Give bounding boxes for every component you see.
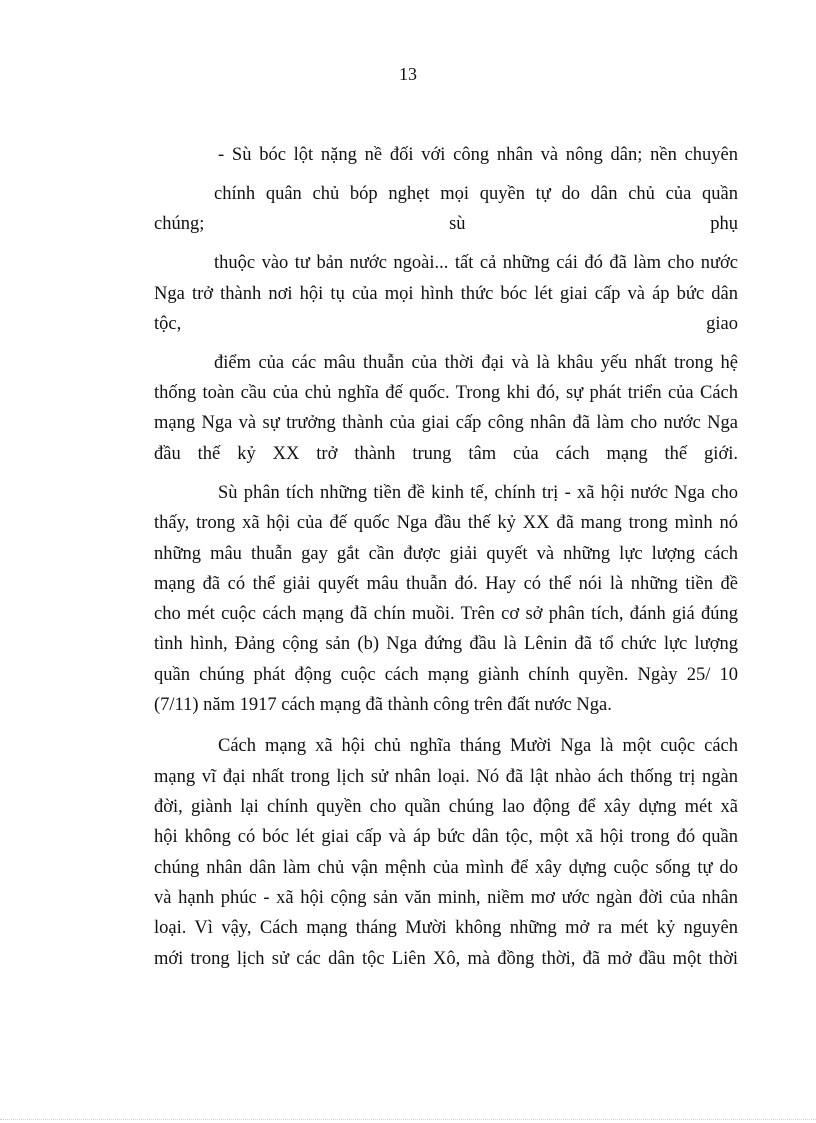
text-line: Nga trở thành nơi hội tụ của mọi hình thức bóc lét giai cấp và áp bức dân	[154, 284, 738, 304]
text-line	[154, 214, 738, 235]
text-line: quần chúng phát động cuộc cách mạng giành chính quyền. Ngày 25/ 10	[154, 665, 738, 685]
text-line: loại. Vì vậy, Cách mạng tháng Mười không những mở ra mét kỷ nguyên	[154, 918, 738, 938]
text-word: sù	[449, 214, 466, 234]
text-line: chính quân chủ bóp nghẹt mọi quyền tự do dân chủ của quần	[214, 184, 738, 204]
text-line: mạng đã có thể giải quyết mâu thuẫn đó. Hay có thể nói là những tiền đề	[154, 574, 738, 594]
page-bottom-rule	[0, 1119, 816, 1120]
text-line: (7/11) năm 1917 cách mạng đã thành công trên đất nước Nga.	[154, 695, 612, 715]
text-line: đời, giành lại chính quyền cho quần chúng lao động để xây dựng mét xã	[154, 797, 738, 817]
text-line	[154, 314, 738, 335]
text-line: những mâu thuẫn gay gắt cần được giải quyết và những lực lượng cách	[154, 544, 738, 564]
text-word: tộc,	[154, 314, 182, 334]
text-line: chúng nhân dân làm chủ vận mệnh của mình để xây dựng cuộc sống tự do	[154, 858, 738, 878]
text-word: phụ	[710, 214, 738, 234]
text-line: mạng Nga và sự trưởng thành của giai cấp công nhân đã làm cho nước Nga	[154, 413, 738, 433]
text-line: hội không có bóc lét giai cấp và áp bức dân tộc, một xã hội trong đó quần	[154, 827, 738, 847]
text-line: và hạnh phúc - xã hội cộng sản văn minh, niềm mơ ước ngàn đời của nhân	[154, 888, 738, 908]
text-line: mạng vĩ đại nhất trong lịch sử nhân loại. Nó đã lật nhào ách thống trị ngàn	[154, 767, 738, 787]
text-line: thuộc vào tư bản nước ngoài... tất cả những cái đó đã làm cho nước	[214, 253, 738, 273]
page-number: 13	[399, 64, 417, 84]
text-line: mới trong lịch sử các dân tộc Liên Xô, mà đồng thời, đã mở đầu một thời	[154, 949, 738, 969]
text-word: chúng;	[154, 214, 205, 234]
text-line: - Sù bóc lột nặng nề đối với công nhân và nông dân; nền chuyên	[218, 145, 738, 165]
text-word: giao	[706, 314, 738, 334]
text-line: đầu thế kỷ XX trở thành trung tâm của cách mạng thế giới.	[154, 444, 738, 464]
text-line: điểm của các mâu thuẫn của thời đại và là khâu yếu nhất trong hệ	[214, 353, 738, 373]
text-line: thấy, trong xã hội của đế quốc Nga đầu thế kỷ XX đã mang trong mình nó	[154, 513, 738, 533]
text-line: thống toàn cầu của chủ nghĩa đế quốc. Trong khi đó, sự phát triển của Cách	[154, 383, 738, 403]
text-line: tình hình, Đảng cộng sản (b) Nga đứng đầu là Lênin đã tổ chức lực lượng	[154, 634, 738, 654]
text-line: cho mét cuộc cách mạng đã chín muồi. Trên cơ sở phân tích, đánh giá đúng	[154, 604, 738, 624]
text-line: Cách mạng xã hội chủ nghĩa tháng Mười Nga là một cuộc cách	[218, 736, 738, 756]
text-line: Sù phân tích những tiền đề kinh tế, chính trị - xã hội nước Nga cho	[218, 483, 738, 503]
